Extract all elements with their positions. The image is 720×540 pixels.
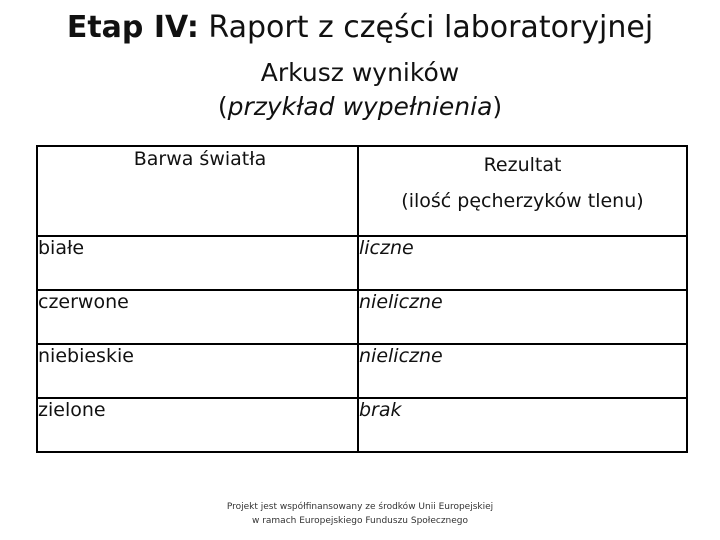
cell-color: czerwone [37,290,358,344]
table-row [37,344,687,398]
header-result-label: Rezultat [483,154,562,176]
example-note [0,90,720,124]
table-row [37,398,687,452]
page-title [0,8,720,48]
header-result-sublabel: (ilość pęcherzyków tlenu) [401,190,644,212]
results-table [36,145,688,453]
cell-result: nieliczne [358,344,687,398]
table-header-row [37,146,687,236]
example-note-text: przykład wypełnienia [227,92,493,121]
header-light-color-label: Barwa światła [133,148,267,170]
cell-result: liczne [358,236,687,290]
cell-color: niebieskie [37,344,358,398]
title-text: Raport z części laboratoryjnej [208,10,654,45]
funding-line-1: Projekt jest współfinansowany ze środków Unii Europejskiej [226,502,494,512]
funding-footer [0,500,720,528]
example-note-close-paren: ) [492,92,503,121]
cell-color: zielone [37,398,358,452]
title-stage: Etap IV: [66,10,199,45]
cell-result: brak [358,398,687,452]
cell-color: białe [37,236,358,290]
example-note-open-paren: ( [217,92,228,121]
header-light-color [37,146,358,236]
funding-line-2: w ramach Europejskiego Funduszu Społecznego [251,516,469,526]
table-row [37,290,687,344]
cell-result: nieliczne [358,290,687,344]
table-row [37,236,687,290]
header-result [358,146,687,236]
worksheet-subtitle: Arkusz wyników [260,58,460,87]
